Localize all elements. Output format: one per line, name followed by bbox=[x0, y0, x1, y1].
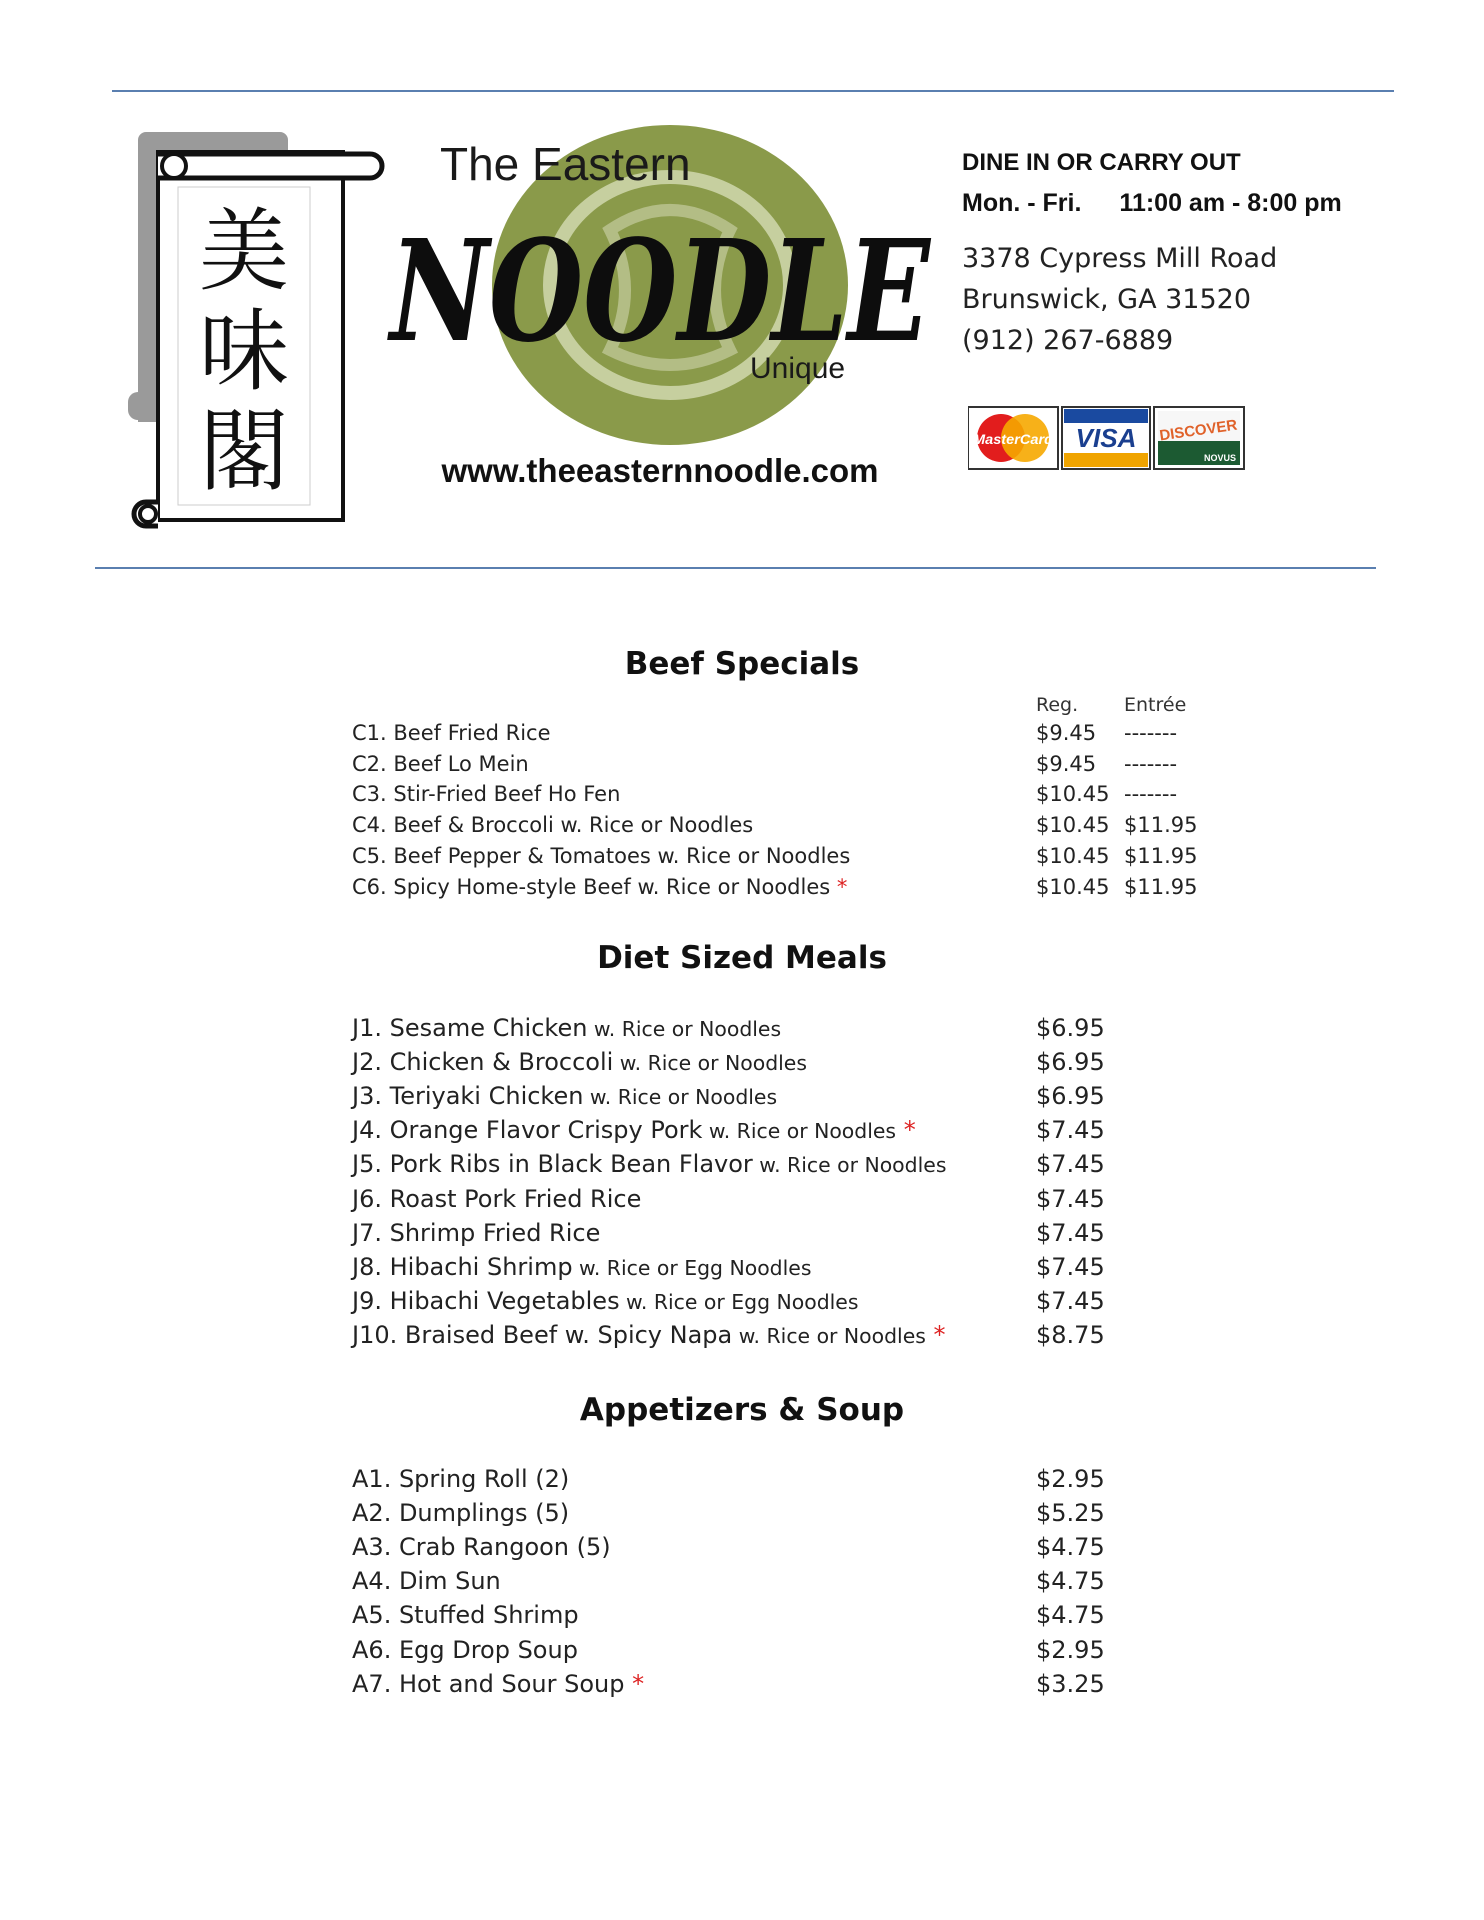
item-name bbox=[352, 1252, 811, 1283]
item-label: J5. Pork Ribs in Black Bean Flavor bbox=[352, 1150, 753, 1179]
item-price-reg: $10.45 bbox=[1036, 874, 1110, 899]
item-name bbox=[352, 1013, 781, 1044]
item-label: J2. Chicken & Broccoli bbox=[352, 1048, 614, 1077]
visa-logo bbox=[1062, 407, 1150, 469]
item-sublabel: w. Rice or Noodles bbox=[613, 1051, 807, 1076]
section-title-beef: Beef Specials bbox=[624, 646, 860, 682]
item-label: A3. Crab Rangoon (5) bbox=[352, 1533, 611, 1562]
item-price: $4.75 bbox=[1036, 1533, 1105, 1562]
item-label: C3. Stir-Fried Beef Ho Fen bbox=[352, 782, 621, 807]
item-price: $7.45 bbox=[1036, 1286, 1105, 1315]
item-name bbox=[352, 1600, 579, 1630]
item-price-reg: $10.45 bbox=[1036, 782, 1110, 807]
item-sublabel: w. Rice or Egg Noodles bbox=[619, 1289, 859, 1314]
logo-main-text: NOODLE bbox=[386, 210, 932, 374]
discover-logo bbox=[1154, 407, 1244, 469]
header-bottom-rule bbox=[95, 567, 1376, 569]
item-label: A5. Stuffed Shrimp bbox=[352, 1601, 579, 1630]
item-price-reg: $9.45 bbox=[1036, 751, 1097, 776]
item-price: $2.95 bbox=[1036, 1635, 1105, 1664]
item-price-reg: $9.45 bbox=[1036, 721, 1097, 745]
scroll-char-3: 閣 bbox=[199, 399, 289, 504]
item-label: J7. Shrimp Fried Rice bbox=[352, 1218, 601, 1247]
item-price: $3.25 bbox=[1036, 1669, 1105, 1698]
card-mastercard-label: MasterCard bbox=[973, 431, 1054, 447]
item-name bbox=[352, 1184, 641, 1214]
item-name bbox=[352, 1115, 916, 1146]
item-sublabel: w. Rice or Noodles bbox=[732, 1323, 926, 1348]
item-price: $7.45 bbox=[1036, 1150, 1105, 1179]
item-name bbox=[352, 720, 551, 746]
logo-top-text: The Eastern bbox=[440, 138, 691, 190]
info-block bbox=[962, 148, 1402, 361]
item-price-entree: ------- bbox=[1124, 721, 1178, 745]
item-name bbox=[352, 1498, 569, 1528]
service-type: DINE IN OR CARRY OUT bbox=[962, 149, 1241, 176]
item-label: A7. Hot and Sour Soup bbox=[352, 1669, 625, 1698]
item-sublabel: w. Rice or Noodles bbox=[702, 1119, 897, 1144]
item-label: J1. Sesame Chicken bbox=[352, 1014, 588, 1042]
spicy-marker: * bbox=[903, 1116, 916, 1145]
item-price-entree: ------- bbox=[1124, 751, 1178, 776]
item-price-entree: $11.95 bbox=[1124, 874, 1198, 899]
logo-sub-text: Unique bbox=[750, 352, 846, 385]
item-name bbox=[352, 843, 850, 869]
item-label: A4. Dim Sun bbox=[352, 1567, 501, 1596]
item-name bbox=[352, 1081, 777, 1112]
item-price: $7.45 bbox=[1036, 1184, 1105, 1213]
column-header-entree: Entrée bbox=[1124, 694, 1187, 716]
scroll-char-1: 美 bbox=[199, 199, 289, 304]
item-name bbox=[352, 1464, 569, 1494]
item-name bbox=[352, 812, 753, 838]
item-price-entree: $11.95 bbox=[1124, 843, 1198, 868]
item-price: $7.45 bbox=[1036, 1218, 1105, 1247]
section-title-diet: Diet Sized Meals bbox=[597, 940, 887, 976]
item-price-entree: ------- bbox=[1124, 782, 1178, 807]
item-name bbox=[352, 781, 620, 807]
item-label: J10. Braised Beef w. Spicy Napa bbox=[352, 1320, 733, 1349]
item-price: $7.45 bbox=[1036, 1116, 1105, 1145]
item-label: C2. Beef Lo Mein bbox=[352, 751, 529, 776]
item-name bbox=[352, 874, 847, 900]
section-title-appetizers: Appetizers & Soup bbox=[579, 1392, 905, 1428]
card-visa-label: VISA bbox=[1075, 423, 1137, 453]
item-name bbox=[352, 1047, 807, 1078]
item-name bbox=[352, 1669, 644, 1699]
spicy-marker: * bbox=[836, 874, 848, 899]
address-line1: 3378 Cypress Mill Road bbox=[962, 243, 1278, 274]
header-top-rule bbox=[112, 90, 1394, 92]
item-sublabel: w. Rice or Noodles bbox=[583, 1085, 778, 1110]
item-price-reg: $10.45 bbox=[1036, 813, 1110, 838]
item-name bbox=[352, 1218, 600, 1248]
item-price: $4.75 bbox=[1036, 1601, 1105, 1630]
address-line2: Brunswick, GA 31520 bbox=[962, 284, 1252, 315]
item-label: C6. Spicy Home-style Beef w. Rice or Noodles bbox=[352, 874, 831, 899]
column-header-reg: Reg. bbox=[1036, 694, 1079, 716]
item-name bbox=[352, 1532, 611, 1562]
item-name bbox=[352, 1566, 501, 1596]
item-price: $6.95 bbox=[1036, 1082, 1105, 1111]
item-price: $2.95 bbox=[1036, 1465, 1105, 1493]
spicy-marker: * bbox=[632, 1669, 645, 1698]
item-label: A2. Dumplings (5) bbox=[352, 1499, 570, 1528]
item-label: C4. Beef & Broccoli w. Rice or Noodles bbox=[352, 813, 754, 838]
card-discover-sub: NOVUS bbox=[1203, 453, 1237, 463]
item-price: $8.75 bbox=[1036, 1320, 1105, 1349]
item-price-entree: $11.95 bbox=[1124, 813, 1198, 838]
phone-number: (912) 267-6889 bbox=[962, 325, 1174, 356]
item-price-reg: $10.45 bbox=[1036, 843, 1110, 868]
item-label: J6. Roast Pork Fried Rice bbox=[352, 1184, 642, 1213]
item-label: A1. Spring Roll (2) bbox=[352, 1465, 570, 1493]
item-label: A6. Egg Drop Soup bbox=[352, 1635, 578, 1664]
website-url[interactable]: www.theeasternnoodle.com bbox=[441, 452, 879, 489]
item-label: J9. Hibachi Vegetables bbox=[352, 1286, 620, 1315]
mastercard-logo bbox=[968, 407, 1058, 469]
item-price: $7.45 bbox=[1036, 1252, 1105, 1281]
item-price: $4.75 bbox=[1036, 1567, 1105, 1596]
item-sublabel: w. Rice or Noodles bbox=[587, 1017, 782, 1041]
item-price: $5.25 bbox=[1036, 1499, 1105, 1528]
item-name bbox=[352, 1320, 946, 1351]
hours-time: 11:00 am - 8:00 pm bbox=[1119, 189, 1342, 217]
item-label: C1. Beef Fried Rice bbox=[352, 721, 551, 745]
item-sublabel: w. Rice or Egg Noodles bbox=[572, 1255, 812, 1280]
item-name bbox=[352, 751, 529, 777]
item-price: $6.95 bbox=[1036, 1048, 1105, 1077]
scroll-char-2: 味 bbox=[199, 299, 289, 404]
item-label: J3. Teriyaki Chicken bbox=[352, 1082, 584, 1111]
item-name bbox=[352, 1149, 946, 1180]
address bbox=[962, 238, 1402, 361]
hours-line bbox=[962, 186, 1402, 220]
item-label: C5. Beef Pepper & Tomatoes w. Rice or Noodles bbox=[352, 843, 851, 868]
restaurant-logo bbox=[380, 120, 940, 450]
card-discover-label: DISCOVER bbox=[1158, 416, 1239, 445]
spicy-marker: * bbox=[933, 1320, 946, 1349]
item-name bbox=[352, 1286, 858, 1317]
item-name bbox=[352, 1635, 578, 1665]
scroll-logo bbox=[128, 132, 390, 532]
item-label: J8. Hibachi Shrimp bbox=[352, 1252, 573, 1281]
accepted-cards bbox=[968, 405, 1248, 471]
item-price: $6.95 bbox=[1036, 1014, 1105, 1042]
item-label: J4. Orange Flavor Crispy Pork bbox=[352, 1116, 703, 1145]
hours-days: Mon. - Fri. bbox=[962, 189, 1082, 217]
item-sublabel: w. Rice or Noodles bbox=[752, 1153, 947, 1178]
